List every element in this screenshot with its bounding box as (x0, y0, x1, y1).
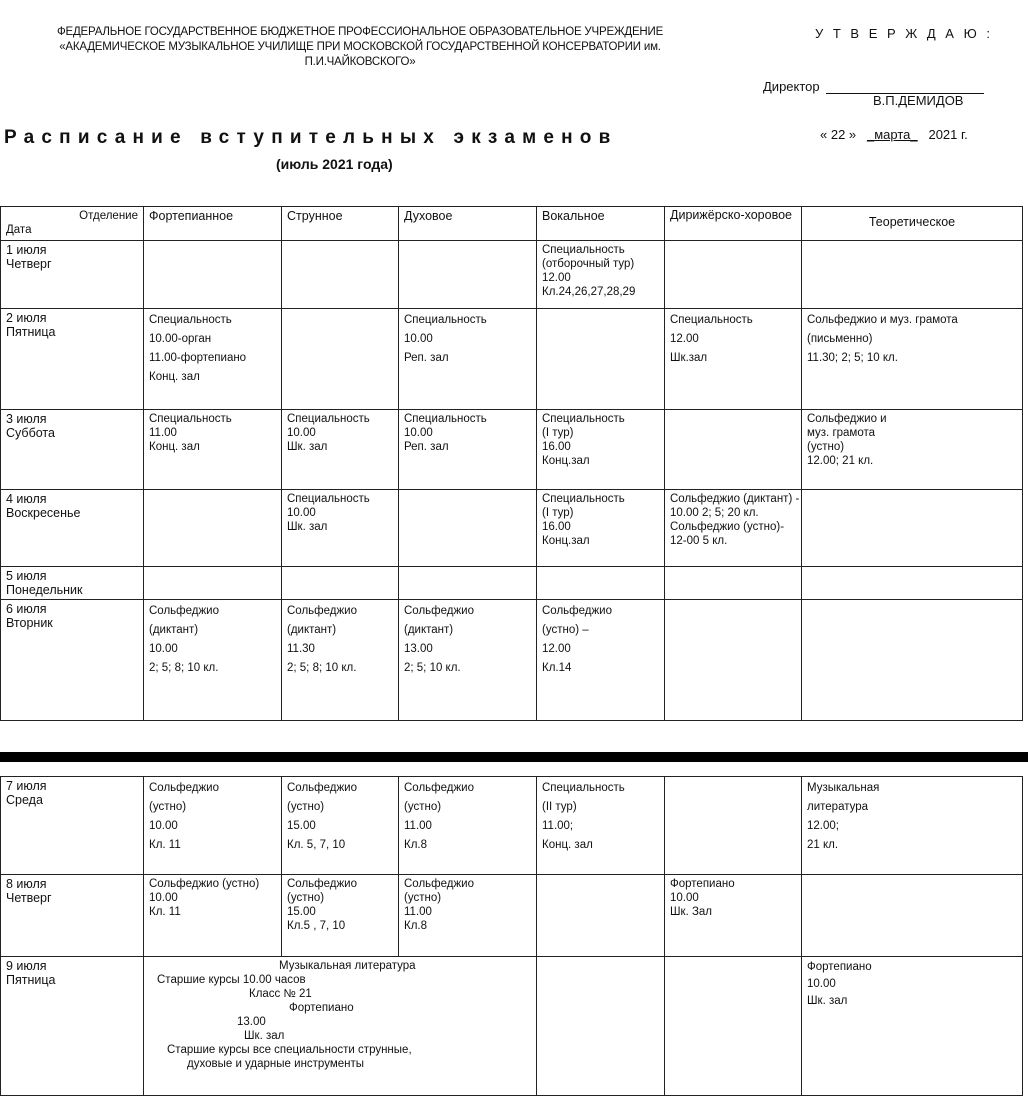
schedule-cell (665, 309, 802, 410)
org-line-1: ФЕДЕРАЛЬНОЕ ГОСУДАРСТВЕННОЕ БЮДЖЕТНОЕ ПРОФЕССИОНАЛЬНОЕ ОБРАЗОВАТЕЛЬНОЕ УЧРЕЖДЕНИЕ (56, 26, 664, 38)
date-cell (1, 490, 144, 567)
schedule-cell (537, 957, 665, 1096)
cell-line: Пятница (6, 325, 56, 339)
cell-line: Четверг (6, 891, 52, 905)
cell-line: (I тур) (542, 507, 574, 519)
cell-line: (устно) – (542, 624, 589, 636)
cell-line: 11.00-фортепиано (149, 352, 247, 364)
schedule-cell (537, 490, 665, 567)
schedule-cell (399, 410, 537, 490)
date-cell (1, 410, 144, 490)
column-header: Фортепианное (144, 207, 282, 241)
cell-line: Кл.14 (542, 662, 572, 674)
cell-line: Воскресенье (6, 506, 81, 520)
cell-line: муз. грамота (807, 427, 876, 439)
merged-schedule-cell (144, 957, 537, 1096)
date-cell (1, 567, 144, 600)
org-line-3: П.И.ЧАЙКОВСКОГО» (304, 56, 416, 68)
cell-line: Шк. зал (287, 441, 328, 453)
cell-line: Сольфеджио (устно) (149, 878, 260, 890)
table-row (1, 875, 1023, 957)
cell-line: Реп. зал (404, 441, 449, 453)
cell-line: Специальность (287, 493, 370, 505)
table-row (1, 410, 1023, 490)
schedule-cell (802, 241, 1023, 309)
cell-line: Конц. зал (149, 371, 200, 383)
cell-line: Шк. зал (287, 521, 328, 533)
cell-line: 11.30; 2; 5; 10 кл. (807, 352, 898, 364)
schedule-cell (399, 309, 537, 410)
cell-line: Кл.8 (404, 920, 427, 932)
cell-line: 11.00 (149, 427, 177, 439)
schedule-cell (665, 777, 802, 875)
cell-line: Конц. зал (149, 441, 200, 453)
schedule-cell (282, 490, 399, 567)
cell-line: 10.00 (287, 507, 316, 519)
schedule-cell (802, 410, 1023, 490)
cell-line: Сольфеджио (149, 605, 219, 617)
cell-line: 5 июля (6, 569, 47, 583)
schedule-cell (282, 875, 399, 957)
date-cell (1, 600, 144, 721)
schedule-cell (399, 600, 537, 721)
schedule-cell (144, 309, 282, 410)
cell-line: Сольфеджио (149, 782, 219, 794)
cell-line: (устно) (287, 892, 325, 904)
cell-line: Кл. 11 (149, 839, 181, 851)
cell-line: (устно) (807, 441, 845, 453)
cell-line: 12.00; 21 кл. (807, 455, 874, 467)
schedule-cell (802, 567, 1023, 600)
cell-line: 2 июля (6, 311, 47, 325)
cell-line: Сольфеджио (287, 878, 357, 890)
cell-line: 12.00 (670, 333, 699, 345)
schedule-cell (537, 777, 665, 875)
schedule-table-part-1 (0, 206, 1023, 721)
cell-line: (диктант) (149, 624, 199, 636)
cell-line: Музыкальная литература (279, 960, 416, 972)
signature-line (826, 79, 984, 94)
table-header-row (1, 207, 1023, 241)
column-header: Теоретическое (802, 207, 1023, 241)
cell-line: Специальность (542, 413, 625, 425)
cell-line: Четверг (6, 257, 52, 271)
date-year: 2021 г. (928, 127, 968, 142)
schedule-cell (802, 600, 1023, 721)
cell-line: 10.00 (287, 427, 316, 439)
schedule-cell (665, 957, 802, 1096)
cell-line: Фортепиано (670, 878, 735, 890)
date-label: Дата (6, 224, 32, 236)
cell-line: Старшие курсы 10.00 часов (157, 974, 306, 986)
schedule-cell (665, 490, 802, 567)
schedule-cell (282, 241, 399, 309)
cell-line: Специальность (149, 413, 232, 425)
table-row (1, 309, 1023, 410)
cell-line: Специальность (404, 314, 487, 326)
schedule-cell (802, 490, 1023, 567)
schedule-cell (537, 241, 665, 309)
cell-line: Шк. зал (807, 995, 848, 1007)
cell-line: Сольфеджио (404, 878, 474, 890)
schedule-cell (537, 410, 665, 490)
cell-line: 11.00 (404, 906, 432, 918)
schedule-cell (282, 777, 399, 875)
cell-line: 12.00 (542, 272, 571, 284)
cell-line: Специальность (287, 413, 370, 425)
cell-line: 9 июля (6, 959, 47, 973)
cell-line: 10.00-орган (149, 333, 212, 345)
date-cell (1, 777, 144, 875)
cell-line: 8 июля (6, 877, 47, 891)
table-row (1, 241, 1023, 309)
cell-line: Специальность (404, 413, 487, 425)
organization-name (0, 25, 720, 70)
cell-line: Конц. зал (542, 839, 593, 851)
cell-line: духовые и ударные инструменты (187, 1058, 365, 1070)
schedule-cell (665, 567, 802, 600)
schedule-cell (665, 241, 802, 309)
cell-line: 10.00 (807, 978, 836, 990)
date-day: « 22 » (820, 127, 857, 142)
cell-line: (I тур) (542, 427, 574, 439)
cell-line: (письменно) (807, 333, 873, 345)
cell-line: Старшие курсы все специальности струнные, (167, 1044, 412, 1056)
column-header: Вокальное (537, 207, 665, 241)
cell-line: 16.00 (542, 441, 571, 453)
cell-line: 11.00 (404, 820, 432, 832)
schedule-cell (144, 777, 282, 875)
cell-line: 11.00; (542, 820, 574, 832)
schedule-cell (802, 309, 1023, 410)
cell-line: 2; 5; 8; 10 кл. (149, 662, 219, 674)
date-cell (1, 241, 144, 309)
table-row (1, 600, 1023, 721)
schedule-cell (144, 875, 282, 957)
schedule-cell (802, 957, 1023, 1096)
cell-line: (устно) (287, 801, 325, 813)
schedule-cell (399, 490, 537, 567)
table-row (1, 777, 1023, 875)
cell-line: Кл. 11 (149, 906, 181, 918)
cell-line: 15.00 (287, 820, 316, 832)
schedule-table-part-2 (0, 776, 1023, 1096)
cell-line: 6 июля (6, 602, 47, 616)
cell-line: 15.00 (287, 906, 316, 918)
cell-line: (устно) (404, 892, 442, 904)
schedule-cell (144, 567, 282, 600)
cell-line: Специальность (149, 314, 232, 326)
cell-line: Шк.зал (670, 352, 708, 364)
schedule-cell (399, 777, 537, 875)
cell-line: 10.00 (670, 892, 699, 904)
cell-line: Вторник (6, 616, 53, 630)
cell-line: Сольфеджио и (807, 413, 887, 425)
cell-line: 1 июля (6, 243, 47, 257)
schedule-cell (399, 875, 537, 957)
cell-line: 2; 5; 8; 10 кл. (287, 662, 357, 674)
schedule-cell (144, 241, 282, 309)
cell-line: Сольфеджио (диктант) - (670, 493, 800, 505)
cell-line: 2; 5; 10 кл. (404, 662, 461, 674)
cell-line: Кл.24,26,27,28,29 (542, 286, 636, 298)
cell-line: (устно) (404, 801, 442, 813)
column-header: Дирижёрско-хоровое (665, 207, 802, 241)
cell-line: Специальность (670, 314, 753, 326)
cell-line: Пятница (6, 973, 56, 987)
cell-line: (диктант) (287, 624, 337, 636)
schedule-cell (537, 875, 665, 957)
cell-line: 7 июля (6, 779, 47, 793)
cell-line: Реп. зал (404, 352, 449, 364)
cell-line: Конц.зал (542, 455, 590, 467)
schedule-cell (665, 875, 802, 957)
cell-line: Среда (6, 793, 43, 807)
cell-line: Конц.зал (542, 535, 590, 547)
cell-line: 10.00 (149, 892, 178, 904)
cell-line: 10.00 2; 5; 20 кл. (670, 507, 759, 519)
schedule-cell (802, 777, 1023, 875)
cell-line: литература (807, 801, 869, 813)
cell-line: Специальность (542, 782, 625, 794)
director-name: В.П.ДЕМИДОВ (873, 93, 964, 108)
schedule-cell (537, 567, 665, 600)
cell-line: 21 кл. (807, 839, 839, 851)
cell-line: 10.00 (404, 427, 433, 439)
cell-line: Музыкальная (807, 782, 880, 794)
cell-line: Сольфеджио (542, 605, 612, 617)
corner-cell (1, 207, 144, 241)
cell-line: 3 июля (6, 412, 47, 426)
director-label: Директор (763, 79, 820, 94)
column-header: Струнное (282, 207, 399, 241)
schedule-cell (537, 600, 665, 721)
cell-line: 12.00 (542, 643, 571, 655)
cell-line: Понедельник (6, 583, 83, 597)
cell-line: Специальность (542, 244, 625, 256)
schedule-cell (802, 875, 1023, 957)
cell-line: Сольфеджио (404, 605, 474, 617)
cell-line: 13.00 (404, 643, 433, 655)
schedule-cell (282, 410, 399, 490)
cell-line: 10.00 (404, 333, 433, 345)
cell-line: (устно) (149, 801, 187, 813)
cell-line: Кл.8 (404, 839, 427, 851)
schedule-cell (665, 410, 802, 490)
cell-line: (диктант) (404, 624, 454, 636)
table-row (1, 957, 1023, 1096)
cell-line: (отборочный тур) (542, 258, 635, 270)
schedule-cell (144, 600, 282, 721)
schedule-cell (399, 241, 537, 309)
cell-line: 4 июля (6, 492, 47, 506)
date-cell (1, 875, 144, 957)
cell-line: 10.00 (149, 820, 178, 832)
page-subtitle: (июль 2021 года) (276, 156, 393, 172)
schedule-cell (282, 309, 399, 410)
table-row (1, 490, 1023, 567)
date-month: _марта_ (867, 127, 918, 142)
cell-line: 11.30 (287, 643, 315, 655)
schedule-cell (665, 600, 802, 721)
schedule-cell (399, 567, 537, 600)
date-cell (1, 309, 144, 410)
approval-date (820, 127, 968, 142)
director-signature (763, 79, 984, 94)
cell-line: Фортепиано (807, 961, 872, 973)
date-cell (1, 957, 144, 1096)
cell-line: Шк. зал (244, 1030, 285, 1042)
cell-line: Суббота (6, 426, 55, 440)
schedule-cell (282, 600, 399, 721)
cell-line: Специальность (542, 493, 625, 505)
cell-line: 16.00 (542, 521, 571, 533)
department-label: Отделение (79, 210, 138, 222)
cell-line: (II тур) (542, 801, 577, 813)
cell-line: Шк. Зал (670, 906, 713, 918)
cell-line: 13.00 (237, 1016, 266, 1028)
schedule-cell (537, 309, 665, 410)
cell-line: Сольфеджио (287, 782, 357, 794)
approval-heading: У Т В Е Р Ж Д А Ю : (815, 26, 993, 41)
cell-line: Сольфеджио (287, 605, 357, 617)
cell-line: Кл.5 , 7, 10 (287, 920, 346, 932)
column-header: Духовое (399, 207, 537, 241)
cell-line: Сольфеджио (404, 782, 474, 794)
cell-line: 12.00; (807, 820, 839, 832)
schedule-cell (282, 567, 399, 600)
schedule-cell (144, 490, 282, 567)
cell-line: 10.00 (149, 643, 178, 655)
cell-line: Сольфеджио и муз. грамота (807, 314, 958, 326)
org-line-2: «АКАДЕМИЧЕСКОЕ МУЗЫКАЛЬНОЕ УЧИЛИЩЕ ПРИ МОСКОВСКОЙ ГОСУДАРСТВЕННОЙ КОНСЕРВАТОРИИ им. (59, 41, 661, 53)
cell-line: Кл. 5, 7, 10 (287, 839, 346, 851)
cell-line: Класс № 21 (249, 988, 312, 1000)
table-row (1, 567, 1023, 600)
page-title: Расписание вступительных экзаменов (4, 127, 618, 148)
cell-line: Фортепиано (289, 1002, 354, 1014)
schedule-cell (144, 410, 282, 490)
cell-line: Сольфеджио (устно)- (670, 521, 785, 533)
cell-line: 12-00 5 кл. (670, 535, 728, 547)
page-break-bar (0, 752, 1028, 762)
